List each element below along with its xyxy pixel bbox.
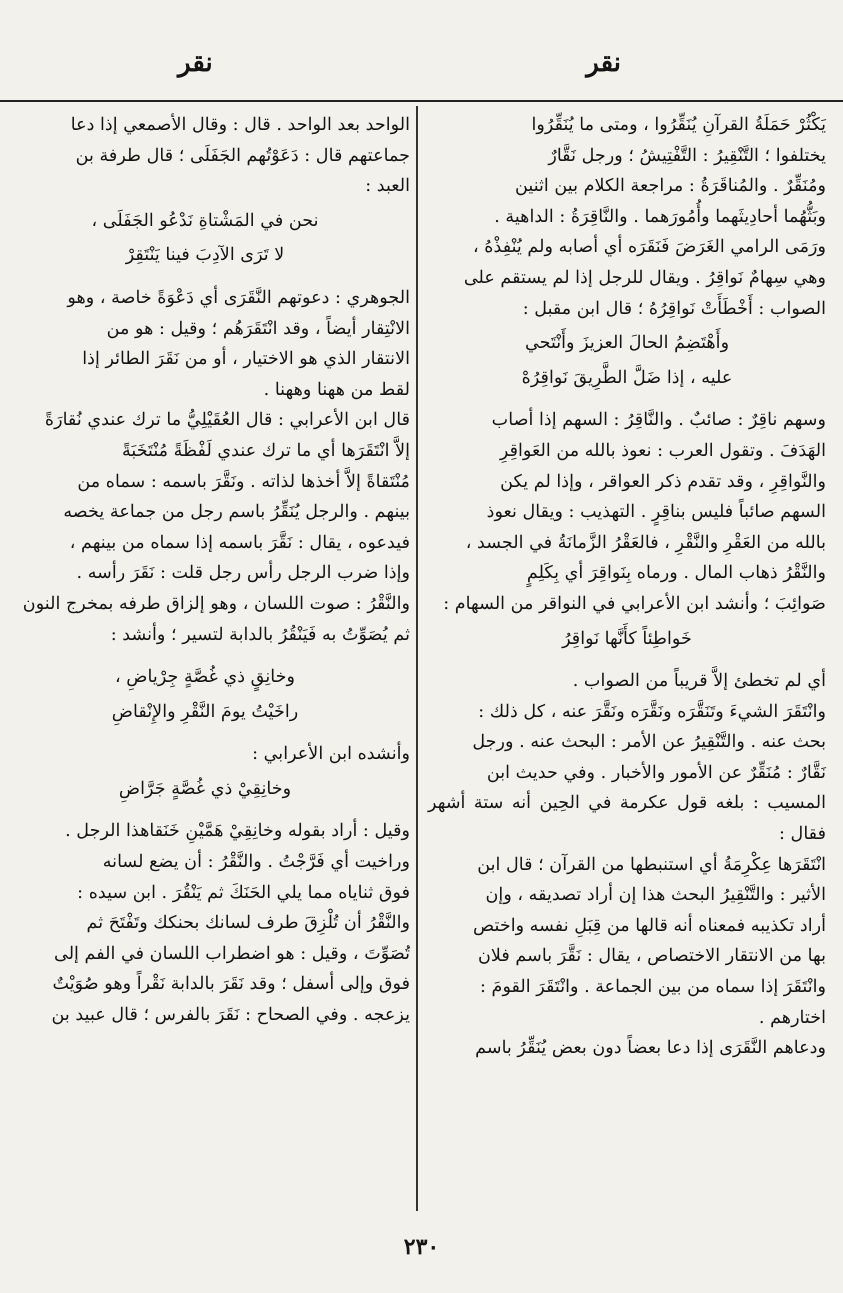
text-line: انْتَقَرَها عِكْرِمَةُ أي استنبطها من القرآن ؛ قال ابن	[477, 854, 826, 875]
text-line: يزعجه . وفي الصحاح : نَقَرَ بالفرس ؛ قال عبيد بن	[51, 1005, 410, 1026]
text-line: الأثير : والتَّنْقِيرُ البحث هذا إن أراد تصديقه ، وإن	[485, 885, 826, 906]
right-column	[428, 110, 826, 1064]
header-word-right: نقر	[586, 48, 621, 78]
text-line: والنَّقْرُ أن تُلْزِقَ طرف لسانك بحنكك وتَفْتَحَ ثم	[86, 913, 410, 934]
text-line: فوق ثناياه مما يلي الحَنَكَ ثم يَنْقُرَ . ابن سيده :	[77, 882, 410, 903]
text-line: ودعاهم النَّقَرَى إذا دعا بعضاً دون بعض يُنَقِّرُ باسم	[475, 1038, 826, 1059]
verse-line: وخانِقِيْ ذي غُصَّةٍ جَرَّاضِ	[118, 778, 292, 799]
verse-line: راخَيْتُ يومَ النَّقْرِ والإِنْقاضِ	[111, 701, 299, 722]
verse-line: وأَهْتَضِمُ الحالَ العزيزَ وأَنْتَحي	[524, 333, 730, 354]
verse-line: نحن في المَشْتاةِ نَدْعُو الجَفَلَى ،	[91, 210, 319, 231]
text-line: بينهم . والرجل يُنَقِّرُ باسم رجل من جماعة يخصه	[63, 502, 410, 523]
header-rule	[0, 100, 843, 102]
verse-line: عليه ، إذا ضَلَّ الطَّرِيقَ نَواقِرُهْ	[521, 367, 733, 388]
text-line: وانْتَقَرَ الشيءَ وتَنَقَّرَه ونَقَّرَه ونَقَّرَ عنه ، كل ذلك :	[478, 701, 826, 722]
text-line: بحث عنه . والتَّنْقِيرُ عن الأمر : البحث عنه . ورجل	[472, 732, 826, 753]
text-line: وإذا ضرب الرجل رأس رجل قلت : نَقَرَ رأسه .	[76, 563, 410, 584]
text-line: وانْتَقَرَ إذا سماه من بين الجماعة . وانْتَقَرَ القومَ :	[480, 977, 826, 998]
text-line: فوق وإلى أسفل ؛ وقد نَقَرَ بالدابة نَقْراً وهو صُوَيْتٌ	[52, 974, 410, 995]
text-line: وراخيت أي فَرَّجْتُ . والنَّقْرُ : أن يضع لسانه	[102, 852, 410, 873]
text-line: بها من الانتقار الاختصاص ، يقال : نَقَّرَ باسم فلان	[478, 946, 826, 967]
text-line: يَكْثُرْ حَمَلَةُ القرآنِ يُنَقِّرُوا ، ومتى ما يُنَقِّرُوا	[531, 115, 826, 135]
text-line: الانتقار الذي هو الاختيار ، أو من نَقَرَ الطائر إذا	[82, 349, 410, 370]
text-line: ومُنَقِّرٌ . والمُناقَرَةُ : مراجعة الكلام بين اثنين	[515, 176, 826, 197]
text-line: تُصَوِّتَ ، وقيل : هو اضطراب اللسان في الفم إلى	[54, 943, 410, 964]
text-line: يختلفوا ؛ التَّنْقِيرُ : التَّفْتِيشُ ؛ ورجل نَقَّارٌ	[548, 145, 826, 166]
header-word-left: نقر	[178, 48, 213, 78]
text-line: والنَّقْرُ ذهاب المال . ورماه بِنَواقِرَ أي بِكَلِمٍ	[526, 563, 826, 584]
verse-line: وخانِقٍ ذي غُصَّةٍ جِرْياضِ ،	[115, 667, 295, 688]
text-line: وقيل : أراد بقوله وخانِقِيْ هَمَّيْنِ خَنَقاهذا الرجل .	[65, 821, 410, 842]
text-line: صَوائِبَ ؛ وأنشد ابن الأعرابي في النواقر من السهام :	[443, 593, 826, 614]
text-line: وأنشده ابن الأعرابي :	[252, 744, 410, 765]
text-line: ثم يُصَوِّتُ به فَيَنْقُرُ بالدابة لتسير ؛ وأنشد :	[110, 624, 410, 645]
text-line: لقط من ههنا وههنا .	[263, 379, 410, 400]
text-line: وبَثُّهُما أحادِيثَهما وأُمُورَهما . والنَّاقِرَةُ : الداهية .	[494, 206, 826, 227]
text-line: الصواب : أَخْطَأَتْ نَواقِرُهُ ؛ قال ابن مقبل :	[522, 298, 826, 319]
text-line: والنَّقْرُ : صوت اللسان ، وهو إلزاق طرفه بمخرج النون	[22, 593, 410, 614]
page-number: ٢٣٠	[403, 1234, 440, 1260]
text-line: المسيب : بلغه قول عكرمة في الحِين أنه ستة أشهر فقال :	[428, 793, 826, 845]
text-line: الجوهري : دعوتهم النَّقَرَى أي دَعْوَةً خاصة ، وهو	[67, 287, 410, 308]
text-line: اختارهم .	[758, 1007, 826, 1028]
text-line: ورَمَى الرامي الغَرَضَ فَنَقَرَه أي أصابه ولم يُنْفِذْهُ ،	[473, 237, 826, 258]
text-line: مُنْتَقاةً إلاَّ أخذها لذاته . ونَقَّرَ باسمه : سماه من	[77, 471, 410, 492]
text-line: والنَّواقِرِ ، وقد تقدم ذكر العواقر ، وإذا لم يكن	[500, 471, 826, 492]
text-line: الواحد بعد الواحد . قال : وقال الأصمعي إذا دعا	[70, 115, 410, 135]
verse-line: لا تَرَى الآدِبَ فينا يَنْتَقِرْ	[125, 245, 285, 266]
text-line: أراد تكذيبه فمعناه أنه قالها من قِبَلِ نفسه واختص	[472, 915, 826, 936]
text-line: أي لم تخطئ إلاَّ قريباً من الصواب .	[572, 671, 826, 692]
text-line: فيدعوه ، يقال : نَقَّرَ باسمه إذا سماه من بينهم ،	[69, 532, 410, 553]
text-line: إلاَّ انْتَقَرَها أي ما ترك عندي لَفْظَةً مُنْتَخَبَةً	[121, 440, 410, 461]
text-line: بالله من العَقْرِ والنَّقْرِ ، فالعَقْرُ الزَّمانَةُ في الجسد ،	[465, 532, 826, 553]
text-line: السهم صائباً فليس بناقِرٍ . التهذيب : ويقال نعوذ	[486, 502, 826, 523]
text-line: الانْتِقار أيضاً ، وقد انْتَقَرَهُم ؛ وقيل : هو من	[106, 318, 410, 339]
text-line: نَقَّارٌ : مُنَقِّرٌ عن الأمور والأخبار . وفي حديث ابن	[486, 762, 826, 783]
text-line: الهَدَفَ . وتقول العرب : نعوذ بالله من العَواقِرِ	[499, 440, 826, 461]
text-line: وهي سِهامٌ نَواقِرُ . ويقال للرجل إذا لم يستقم على	[463, 267, 826, 288]
text-line: جماعتهم قال : دَعَوْتُهم الجَفَلَى ؛ قال طرفة بن	[75, 145, 410, 166]
left-column	[0, 110, 410, 1031]
verse-line: خَواطِئاً كأَنَّها نَواقِرُ	[562, 628, 692, 649]
text-line: قال ابن الأعرابي : قال العُقَيْلِيُّ ما ترك عندي نُقارَةً	[44, 410, 410, 431]
text-line: وسهم ناقِرٌ : صائبٌ . والنَّاقِرُ : السهم إذا أصاب	[491, 410, 826, 431]
text-line: العبد :	[365, 176, 410, 197]
column-divider	[416, 106, 418, 1211]
